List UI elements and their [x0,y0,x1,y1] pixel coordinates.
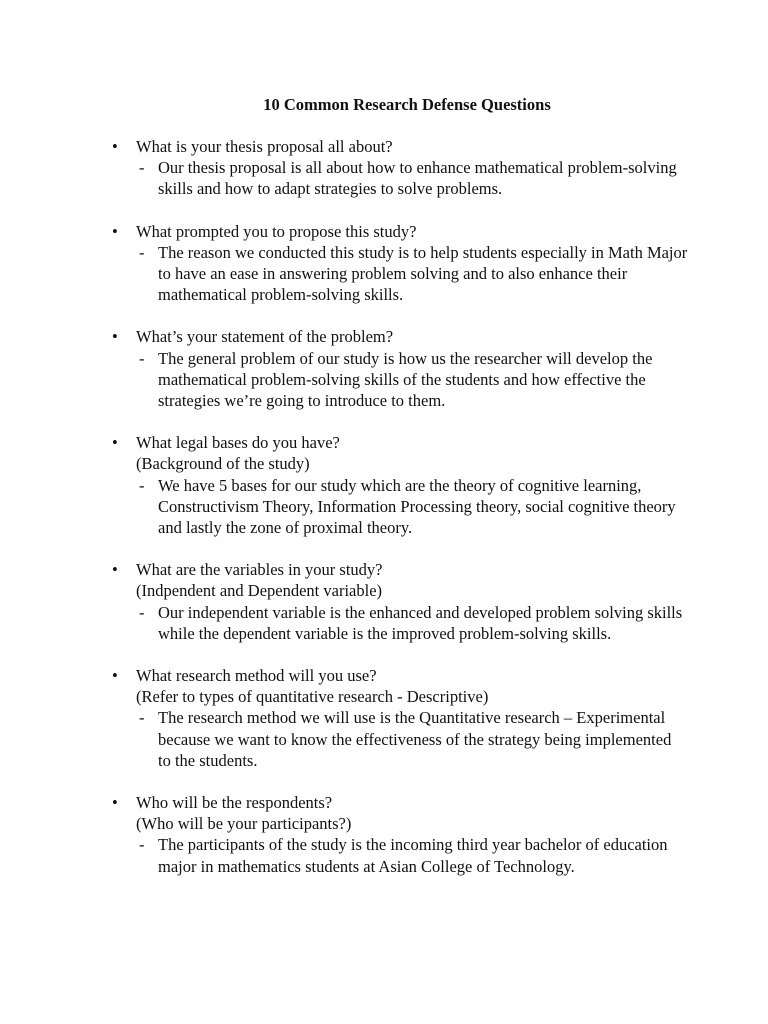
question-item-3 [108,326,688,411]
bullet-icon: • [112,327,118,347]
question-note: (Who will be your participants?) [136,814,352,834]
dash-icon: - [139,602,145,622]
dash-icon: - [139,158,145,178]
answer-text [136,707,688,771]
answer-body: The participants of the study is the incoming third year bachelor of education major in mathematics students at Asian College of Technology. [158,835,668,876]
question-item-5 [108,559,688,644]
question-text: Who will be the respondents? [136,793,333,813]
answer-text [136,242,688,306]
bullet-icon: • [112,433,118,453]
bullet-icon: • [112,560,118,580]
question-list [108,136,688,898]
question-item-7 [108,792,688,877]
question-item-4 [108,432,688,538]
question-text: What’s your statement of the problem? [136,327,394,347]
dash-icon: - [139,348,145,368]
question-note: (Indpendent and Dependent variable) [136,581,383,601]
question-item-6 [108,665,688,771]
bullet-icon: • [112,666,118,686]
answer-text [136,348,688,412]
answer-body: Our independent variable is the enhanced and developed problem solving skills while the dependent variable is the improved problem-solving skills. [158,602,683,643]
question-text: What research method will you use? [136,666,377,686]
answer-body: The general problem of our study is how us the researcher will develop the mathematical problem-solving skills of the students and how effective the strategies we’re going to introduce to them. [158,348,653,411]
answer-text [136,834,688,876]
answer-body: We have 5 bases for our study which are the theory of cognitive learning, Constructivism Theory, Information Processing theory, social cognitive theory and lastly the zone of proximal theory. [158,475,676,538]
question-note: (Background of the study) [136,454,310,474]
answer-body: The research method we will use is the Quantitative research – Experimental because we want to know the effectiveness of the strategy being implemented to the students. [158,708,672,770]
question-text: What are the variables in your study? [136,560,383,580]
answer-text [136,602,688,644]
question-item-2 [108,221,688,306]
document-title: 10 Common Research Defense Questions [263,95,551,114]
question-text: What prompted you to propose this study? [136,221,417,241]
dash-icon: - [139,242,145,262]
bullet-icon: • [112,221,118,241]
dash-icon: - [139,708,145,728]
dash-icon: - [139,835,145,855]
question-item-1 [108,136,688,200]
question-text: What is your thesis proposal all about? [136,137,393,156]
dash-icon: - [139,475,145,495]
answer-body: The reason we conducted this study is to help students especially in Math Major to have an ease in answering problem solving and to also enhance their mathematical problem-solving skills. [158,242,688,305]
answer-body: Our thesis proposal is all about how to enhance mathematical problem-solving skills and how to adapt strategies to solve problems. [158,158,677,199]
question-text: What legal bases do you have? [136,433,340,453]
answer-text [136,475,688,539]
answer-text [136,157,688,199]
question-note: (Refer to types of quantitative research - Descriptive) [136,687,489,707]
bullet-icon: • [112,793,118,813]
bullet-icon: • [112,137,118,156]
